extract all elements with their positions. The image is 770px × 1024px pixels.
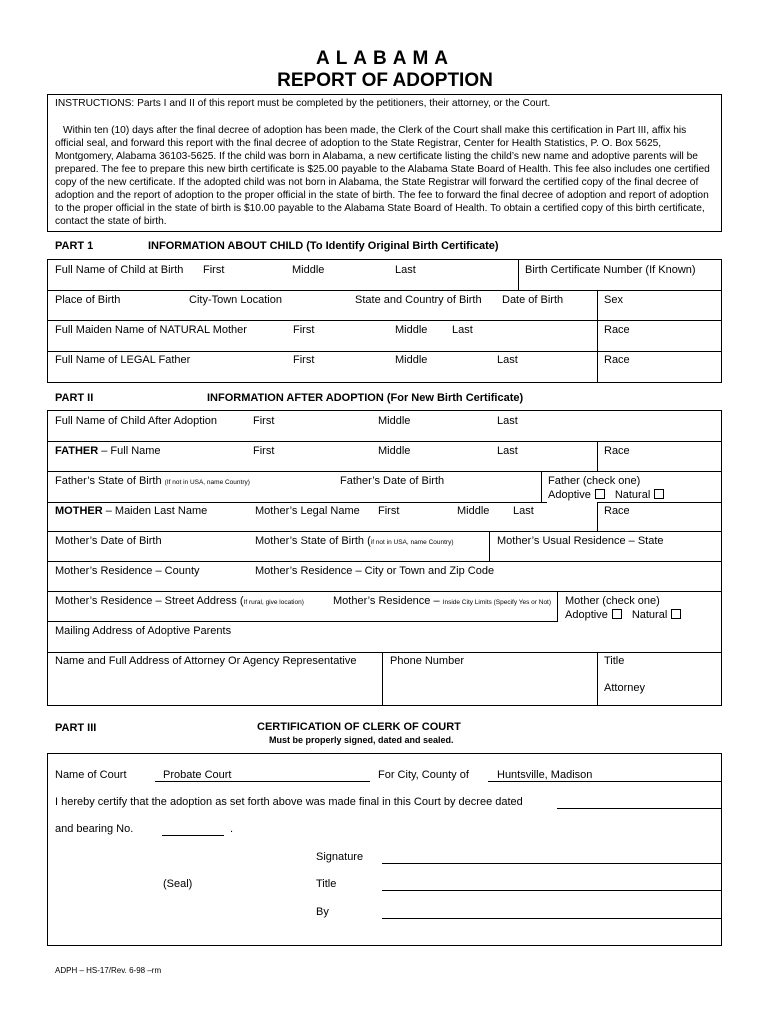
mother-legal-first-label: First: [378, 505, 400, 517]
legal-father-label: Full Name of LEGAL Father: [55, 354, 191, 366]
mother-street-note: If rural, give location): [243, 599, 304, 606]
father-full-name-label: [55, 445, 161, 457]
father-middle-label: Middle: [395, 354, 428, 366]
mother-dob-label: Mother’s Date of Birth: [55, 535, 162, 547]
mailing-address-label: Mailing Address of Adoptive Parents: [55, 625, 232, 637]
place-of-birth-label: Place of Birth: [55, 294, 121, 306]
sex-label: Sex: [604, 294, 623, 306]
child-last-label: Last: [395, 264, 416, 276]
signature-line[interactable]: [382, 863, 722, 864]
mother-rest: – Maiden Last Name: [102, 505, 208, 517]
father-check-label: Father (check one): [548, 475, 641, 487]
father-state-note: (If not in USA, name Country): [164, 479, 250, 486]
adoptive-father-first-label: First: [253, 445, 275, 457]
mother-natural-checkbox[interactable]: [671, 609, 681, 619]
instructions-line: INSTRUCTIONS: Parts I and II of this report must be completed by the petitioners, their attorney, or the Court.: [55, 98, 551, 109]
city-county-value: Huntsville, Madison: [497, 769, 593, 781]
mother-city-limits-label: [333, 595, 551, 607]
father-first-label: First: [293, 354, 315, 366]
natural-mother-label: Full Maiden Name of NATURAL Mother: [55, 324, 247, 336]
child-first-label: First: [203, 264, 225, 276]
father-dob-label: Father’s Date of Birth: [340, 475, 445, 487]
seal-label: (Seal): [163, 878, 193, 890]
part3-number: PART III: [55, 722, 97, 734]
adoptive-father-last-label: Last: [497, 445, 518, 457]
father-last-label: Last: [497, 354, 518, 366]
child-after-middle-label: Middle: [378, 415, 411, 427]
part2-number: PART II: [55, 392, 94, 404]
attorney-name-label: Name and Full Address of Attorney Or Agency Representative: [55, 655, 357, 667]
part3-subheading: Must be properly signed, dated and sealed.: [269, 735, 454, 745]
by-line[interactable]: [382, 918, 722, 919]
title-label: Title: [604, 655, 625, 667]
state-country-birth-label: State and Country of Birth: [355, 294, 482, 306]
adoptive-father-race-label: Race: [604, 445, 630, 457]
bearing-number-label: and bearing No.: [55, 823, 134, 835]
father-natural-label: Natural: [614, 489, 651, 501]
name-of-court-label: Name of Court: [55, 769, 127, 781]
certify-statement: I hereby certify that the adoption as set forth above was made final in this Court by decree dated: [55, 796, 523, 808]
mother-usual-residence-label: Mother’s Usual Residence – State: [497, 535, 664, 547]
mother-res-dash: Mother’s Residence –: [333, 595, 443, 607]
part2-heading: INFORMATION AFTER ADOPTION (For New Birth Certificate): [207, 392, 524, 404]
phone-number-label: Phone Number: [390, 655, 464, 667]
mother-city-label: Mother’s Residence – City or Town and Zip Code: [255, 565, 495, 577]
bearing-number-line[interactable]: [162, 835, 224, 836]
adoptive-mother-race-label: Race: [604, 505, 630, 517]
father-state-of-birth-label: [55, 475, 250, 487]
clerk-title-label: Title: [316, 878, 337, 890]
mother-county-label: Mother’s Residence – County: [55, 565, 200, 577]
mother-middle-label: Middle: [395, 324, 428, 336]
mother-legal-last-label: Last: [513, 505, 534, 517]
mother-last-label: Last: [452, 324, 473, 336]
part3-heading: CERTIFICATION OF CLERK OF COURT: [257, 721, 461, 733]
mother-street-label: [55, 595, 304, 607]
mother-natural-label: Natural: [631, 609, 668, 621]
father-natural-checkbox[interactable]: [654, 489, 664, 499]
father-state-text: Father’s State of Birth: [55, 475, 165, 487]
mother-legal-middle-label: Middle: [457, 505, 490, 517]
father-adoptive-label: Adoptive: [548, 489, 591, 501]
child-middle-label: Middle: [292, 264, 325, 276]
form-title: REPORT OF ADOPTION: [277, 70, 493, 91]
part1-heading: INFORMATION ABOUT CHILD (To Identify Original Birth Certificate): [148, 240, 499, 252]
mother-race-label: Race: [604, 324, 630, 336]
form-code: ADPH – HS-17/Rev. 6-98 –rm: [55, 966, 162, 975]
date-of-birth-label: Date of Birth: [502, 294, 564, 306]
city-town-label: City-Town Location: [189, 294, 282, 306]
for-city-county-label: For City, County of: [378, 769, 469, 781]
child-after-first-label: First: [253, 415, 275, 427]
mother-legal-name-label: Mother’s Legal Name: [255, 505, 360, 517]
signature-label: Signature: [316, 851, 364, 863]
by-label: By: [316, 906, 329, 918]
mother-maiden-label: [55, 505, 207, 517]
court-value: Probate Court: [163, 769, 232, 781]
mother-state-text: Mother’s State of Birth (: [255, 535, 371, 547]
mother-first-label: First: [293, 324, 315, 336]
child-name-label: Full Name of Child at Birth: [55, 264, 184, 276]
father-check-options: [548, 489, 664, 501]
birth-cert-number-label: Birth Certificate Number (If Known): [525, 264, 696, 276]
clerk-title-line[interactable]: [382, 890, 722, 891]
instructions-paragraph: Within ten (10) days after the final decree of adoption has been made, the Clerk of the Court shall make this certification in Part III, affix his official seal, and forward this report with the final decree of adoption to the State Registrar, Center for Health Statistics, P. O. Box 5625, Montgomery, Alabama 36103-5625. If the child was born in Alabama, a new certificate listing the child’s new name and adoptive parents will be prepared. The fee to prepare this new birth certificate is $25.00 payable to the Alabama State Board of Health. This fee also includes one certified copy of the new certificate. If the adopted child was not born in Alabama, the State Registrar will forward the certified copy of the final decree of adoption and the report of adoption to the proper official in the state of birth. The fee to forward the final decree of adoption and report of adoption to the proper official in the state of birth is $10.00 payable to the Alabama State Board of Health. To obtain a certified copy of this birth certificate, contact the state of birth.: [55, 125, 710, 227]
mother-state-note: if not in USA, name Country): [370, 539, 454, 546]
child-after-last-label: Last: [497, 415, 518, 427]
father-rest: – Full Name: [98, 445, 161, 457]
father-race-label: Race: [604, 354, 630, 366]
father-bold: FATHER: [55, 445, 99, 457]
adoptive-father-middle-label: Middle: [378, 445, 411, 457]
mother-street-text: Mother’s Residence – Street Address (: [55, 595, 244, 607]
mother-bold: MOTHER: [55, 505, 103, 517]
mother-adoptive-checkbox[interactable]: [612, 609, 622, 619]
mother-adoptive-label: Adoptive: [565, 609, 608, 621]
father-adoptive-checkbox[interactable]: [595, 489, 605, 499]
mother-state-of-birth-label: [255, 535, 454, 547]
bearing-period: .: [230, 823, 234, 835]
decree-date-line[interactable]: [557, 808, 722, 809]
child-after-adoption-label: Full Name of Child After Adoption: [55, 415, 218, 427]
attorney-value: Attorney: [604, 682, 645, 694]
inside-city-note: Inside City Limits (Specify Yes or Not): [442, 599, 552, 606]
mother-check-label: Mother (check one): [565, 595, 660, 607]
state-title: ALABAMA: [315, 48, 455, 69]
part1-number: PART 1: [55, 240, 94, 252]
mother-check-options: [565, 609, 681, 621]
